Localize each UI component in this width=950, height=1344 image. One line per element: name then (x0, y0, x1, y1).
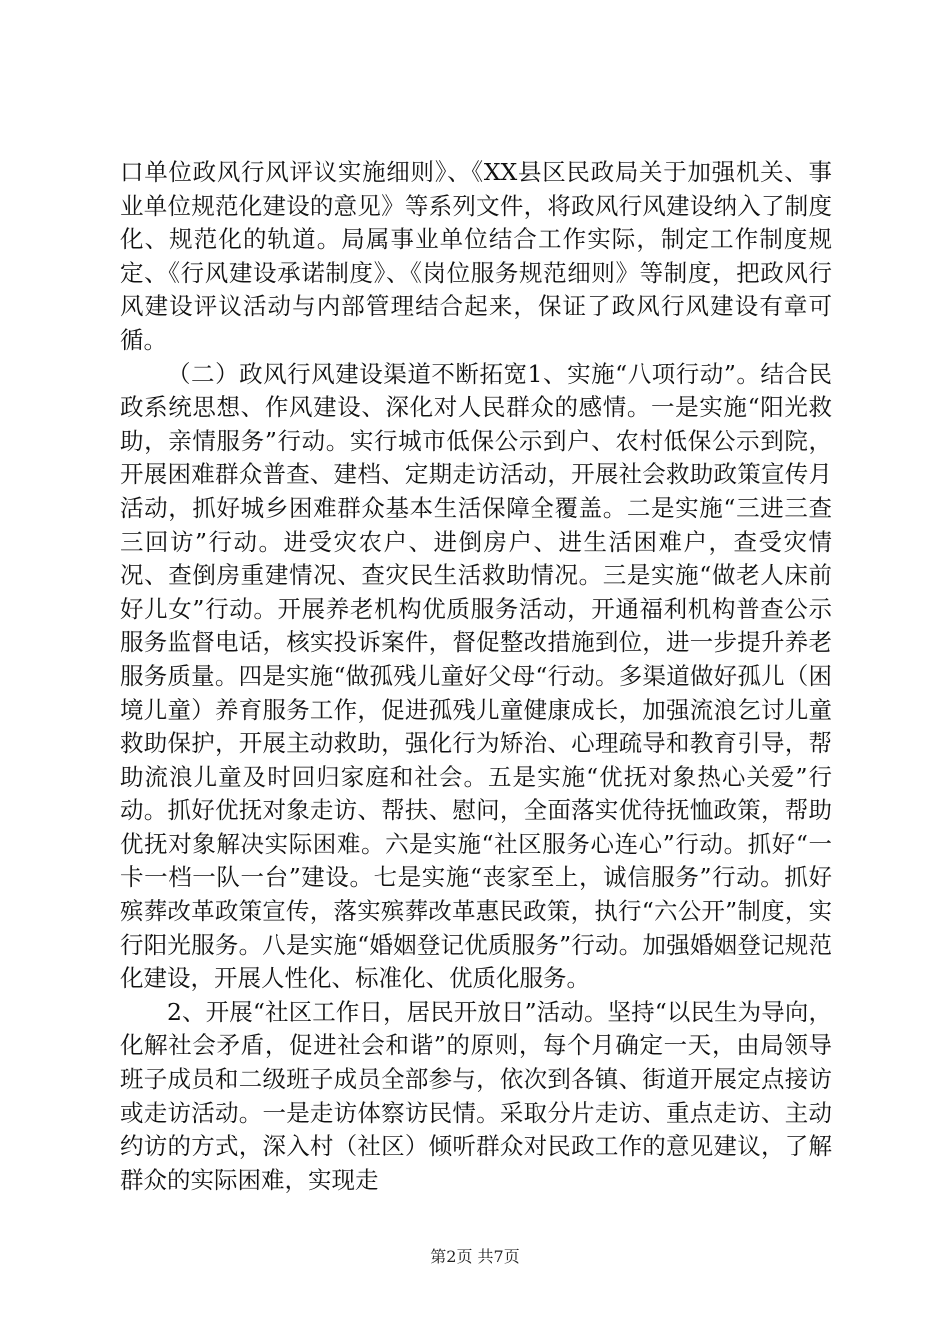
paragraph-3: 2、开展“社区工作日，居民开放日”活动。坚持“以民生为导向，化解社会矛盾，促进社会和谐”的原则，每个月确定一天，由局领导班子成员和二级班子成员全部参与，依次到各镇、街道开展定点接访或走访活动。一是走访体察访民情。采取分片走访、重点走访、主动约访的方式，深入村（社区）倾听群众对民政工作的意见建议，了解群众的实际困难，实现走 (120, 997, 832, 1194)
page-number-footer: 第2页 共7页 (430, 1247, 520, 1266)
paragraph-1: 口单位政风行风评议实施细则》、《XX县区民政局关于加强机关、事业单位规范化建设的意见》等系列文件，将政风行风建设纳入了制度化、规范化的轨道。局属事业单位结合工作实际，制定工作制度规定、《行风建设承诺制度》、《岗位服务规范细则》等制度，把政风行风建设评议活动与内部管理结合起来，保证了政风行风建设有章可循。 (120, 158, 832, 354)
paragraph-2: （二）政风行风建设渠道不断拓宽1、实施“八项行动”。结合民政系统思想、作风建设、深化对人民群众的感情。一是实施“阳光救助，亲情服务”行动。实行城市低保公示到户、农村低保公示到院，开展困难群众普查、建档、定期走访活动，开展社会救助政策宣传月活动，抓好城乡困难群众基本生活保障全覆盖。二是实施“三进三查三回访”行动。进受灾农户、进倒房户、进生活困难户，查受灾情况、查倒房重建情况、查灾民生活救助情况。三是实施“做老人床前好儿女”行动。开展养老机构优质服务活动，开通福利机构普查公示服务监督电话，核实投诉案件，督促整改措施到位，进一步提升养老服务质量。四是实施“做孤残儿童好父母“行动。多渠道做好孤儿（困境儿童）养育服务工作，促进孤残儿童健康成长，加强流浪乞讨儿童救助保护，开展主动救助，强化行为矫治、心理疏导和教育引导，帮助流浪儿童及时回归家庭和社会。五是实施“优抚对象热心关爱”行动。抓好优抚对象走访、帮扶、慰问，全面落实优待抚恤政策，帮助优抚对象解决实际困难。六是实施“社区服务心连心”行动。抓好“一卡一档一队一台”建设。七是实施“丧家至上，诚信服务”行动。抓好殡葬改革政策宣传，落实殡葬改革惠民政策，执行“六公开”制度，实行阳光服务。八是实施“婚姻登记优质服务”行动。加强婚姻登记规范化建设，开展人性化、标准化、优质化服务。 (120, 359, 832, 993)
document-body (120, 156, 832, 1197)
